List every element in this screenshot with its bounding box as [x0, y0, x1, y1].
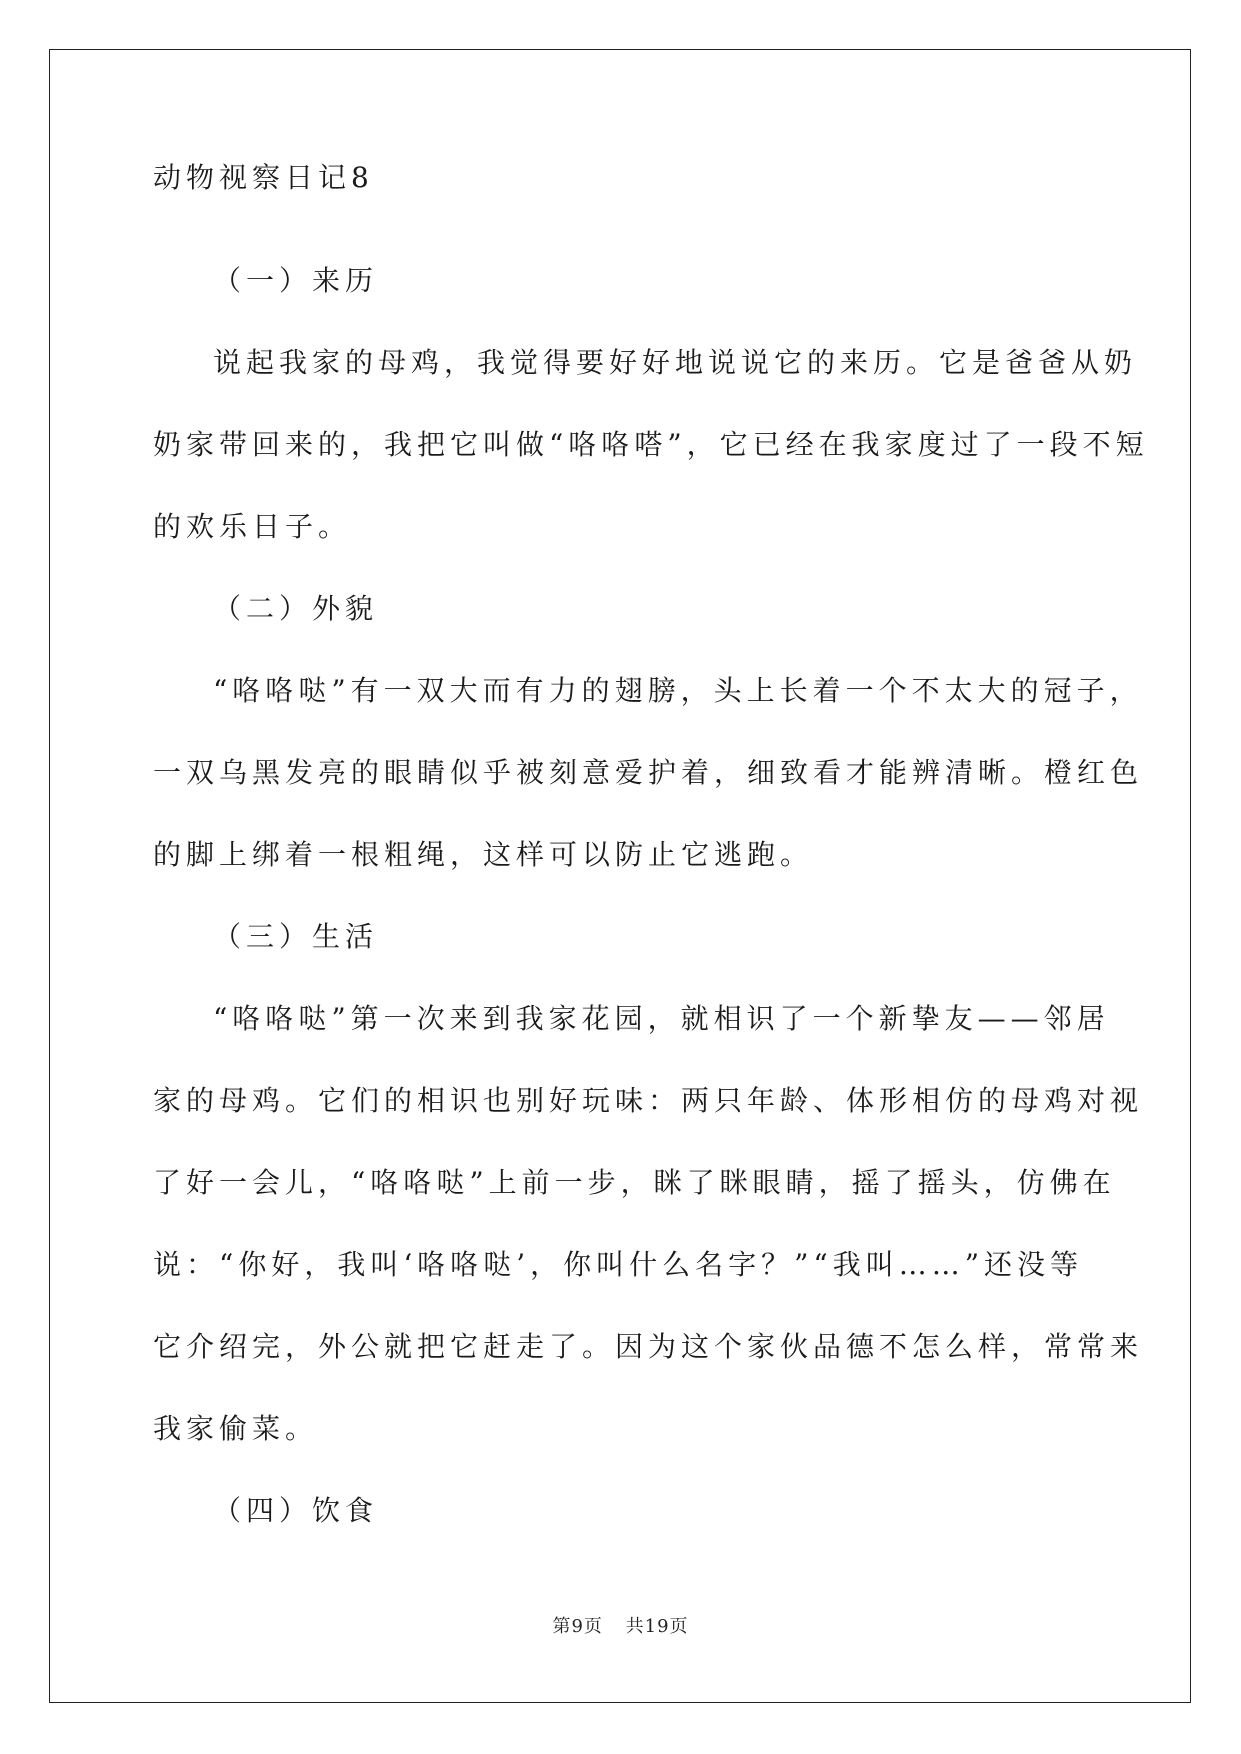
section-heading-diet: （四）饮食	[213, 1494, 379, 1527]
page-number-total: 共19页	[625, 1616, 689, 1637]
paragraph-line: 说：“你好，我叫‘咯咯哒’，你叫什么名字？”“我叫……”还没等	[153, 1248, 1084, 1281]
section-heading-appearance: （二）外貌	[213, 592, 379, 625]
paragraph-line: 一双乌黑发亮的眼睛似乎被刻意爱护着，细致看才能辨清晰。橙红色	[153, 756, 1144, 789]
section-heading-life: （三）生活	[213, 920, 379, 953]
paragraph-line: 它介绍完，外公就把它赶走了。因为这个家伙品德不怎么样，常常来	[153, 1330, 1144, 1363]
paragraph-line: 的欢乐日子。	[153, 510, 352, 543]
document-title: 动物视察日记8	[153, 161, 374, 194]
paragraph-line: 奶家带回来的，我把它叫做“咯咯嗒”，它已经在我家度过了一段不短	[153, 428, 1149, 461]
paragraph-line: “咯咯哒”有一双大而有力的翅膀，头上长着一个不太大的冠子，	[213, 674, 1143, 707]
paragraph-line: 了好一会儿，“咯咯哒”上前一步，眯了眯眼睛，摇了摇头，仿佛在	[153, 1166, 1116, 1199]
paragraph-line: 的脚上绑着一根粗绳，这样可以防止它逃跑。	[153, 838, 814, 871]
page-number-current: 第9页	[552, 1616, 603, 1637]
page-footer	[0, 1612, 1241, 1638]
paragraph-line: 说起我家的母鸡，我觉得要好好地说说它的来历。它是爸爸从奶	[213, 346, 1138, 379]
paragraph-line: 我家偷菜。	[153, 1412, 319, 1445]
document-body	[153, 160, 1149, 1552]
section-heading-origin: （一）来历	[213, 264, 379, 297]
paragraph-line: 家的母鸡。它们的相识也别好玩味：两只年龄、体形相仿的母鸡对视	[153, 1084, 1144, 1117]
paragraph-line: “咯咯哒”第一次来到我家花园，就相识了一个新挚友——邻居	[213, 1002, 1110, 1035]
